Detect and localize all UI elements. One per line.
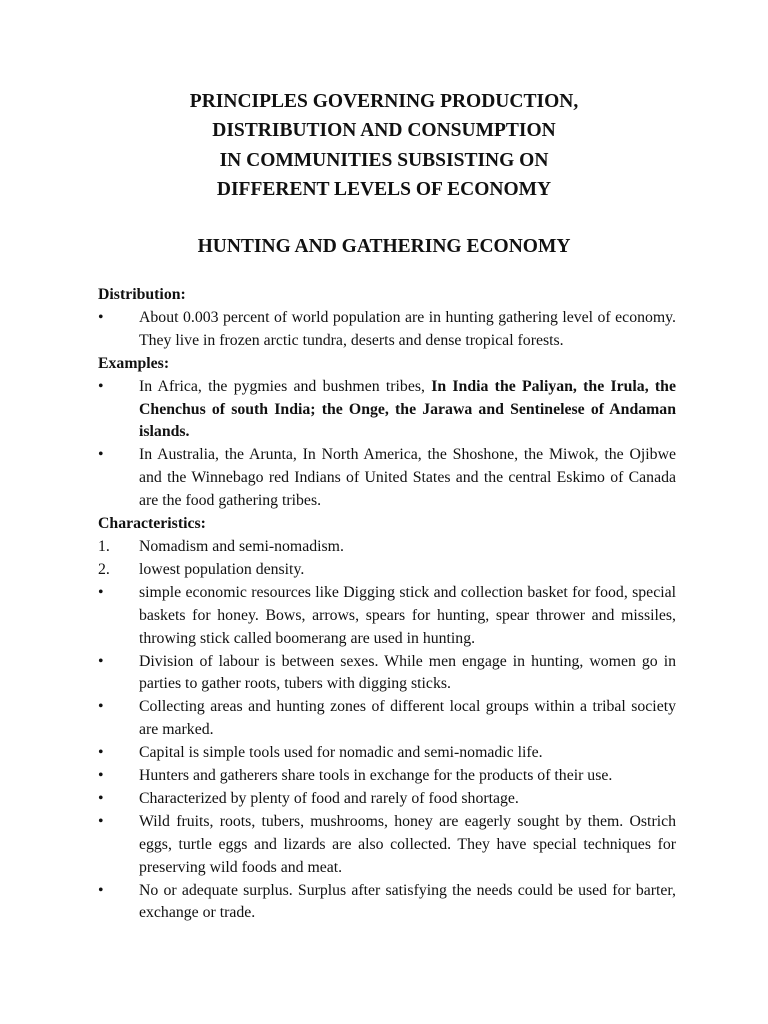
number-marker: 2. xyxy=(98,560,110,578)
characteristics-text: simple economic resources like Digging stick and collection basket for food, special baskets for honey. Bows, arrows, spears for hunting, spear thrower and missiles, throwing stick called boomerang are used in hunting. xyxy=(139,583,676,647)
examples-heading: Examples: xyxy=(98,354,170,372)
bullet-marker: • xyxy=(98,767,104,785)
bullet-marker: • xyxy=(98,377,104,395)
characteristics-text: Characterized by plenty of food and rarely of food shortage. xyxy=(139,789,519,807)
document-title xyxy=(0,87,768,204)
bullet-marker: • xyxy=(98,789,104,807)
distribution-heading: Distribution: xyxy=(98,286,186,303)
title-line-1: PRINCIPLES GOVERNING PRODUCTION, xyxy=(189,91,579,112)
examples-text-plain: In Africa, the pygmies and bushmen tribes, xyxy=(139,377,432,395)
characteristics-text: lowest population density. xyxy=(139,560,305,578)
characteristics-item-9 xyxy=(98,811,676,880)
title-line-3: IN COMMUNITIES SUBSISTING ON xyxy=(219,149,549,171)
characteristics-item-5 xyxy=(98,696,676,742)
section-subtitle: HUNTING AND GATHERING ECONOMY xyxy=(197,236,571,257)
characteristics-text: Nomadism and semi-nomadism. xyxy=(139,537,344,555)
bullet-marker: • xyxy=(98,812,104,830)
characteristics-text: Collecting areas and hunting zones of different local groups within a tribal society are marked. xyxy=(139,698,676,739)
examples-text: In Australia, the Arunta, In North America, the Shoshone, the Miwok, the Ojibwe and the Winnebago red Indians of United States and the central Eskimo of Canada are the food gathering tribes. xyxy=(139,446,676,510)
characteristics-text: Hunters and gatherers share tools in exchange for the products of their use. xyxy=(139,767,613,785)
characteristics-heading: Characteristics: xyxy=(98,515,206,533)
bullet-marker: • xyxy=(98,652,104,670)
bullet-marker: • xyxy=(98,583,104,601)
bullet-marker: • xyxy=(98,446,104,464)
number-marker: 1. xyxy=(98,537,110,555)
characteristics-item-10 xyxy=(98,880,676,926)
characteristics-item-8 xyxy=(98,788,676,811)
examples-text-bold: In India the Paliyan, the Irula, the Chenchus of south India; the Onge, the Jarawa and Sentinelese of Andaman islands. xyxy=(139,377,676,441)
characteristics-text: No or adequate surplus. Surplus after satisfying the needs could be used for barter, exchange or trade. xyxy=(139,881,676,922)
characteristics-item-6 xyxy=(98,742,676,765)
characteristics-item-7 xyxy=(98,765,676,788)
bullet-marker: • xyxy=(98,698,104,716)
distribution-item xyxy=(98,307,676,353)
characteristics-text: Wild fruits, roots, tubers, mushrooms, honey are eagerly sought by them. Ostrich eggs, turtle eggs and lizards are also collected. They have special techniques for preserving wild foods and meat. xyxy=(139,812,676,876)
document-body xyxy=(98,284,676,925)
title-line-4: DIFFERENT LEVELS OF ECONOMY xyxy=(216,178,552,200)
characteristics-item-2 xyxy=(98,559,676,582)
bullet-marker: • xyxy=(98,744,104,762)
title-line-2: DISTRIBUTION AND CONSUMPTION xyxy=(212,120,556,142)
examples-item-1 xyxy=(98,376,676,445)
examples-item-2 xyxy=(98,444,676,513)
characteristics-text: Division of labour is between sexes. While men engage in hunting, women go in parties to gather roots, tubers with digging sticks. xyxy=(139,652,676,693)
characteristics-item-1 xyxy=(98,536,676,559)
characteristics-text: Capital is simple tools used for nomadic and semi-nomadic life. xyxy=(139,744,543,762)
distribution-text: About 0.003 percent of world population are in hunting gathering level of economy. They live in frozen arctic tundra, deserts and dense tropical forests. xyxy=(139,308,676,349)
characteristics-item-4 xyxy=(98,651,676,697)
bullet-marker: • xyxy=(98,308,104,326)
characteristics-item-3 xyxy=(98,582,676,651)
bullet-marker: • xyxy=(98,881,104,899)
